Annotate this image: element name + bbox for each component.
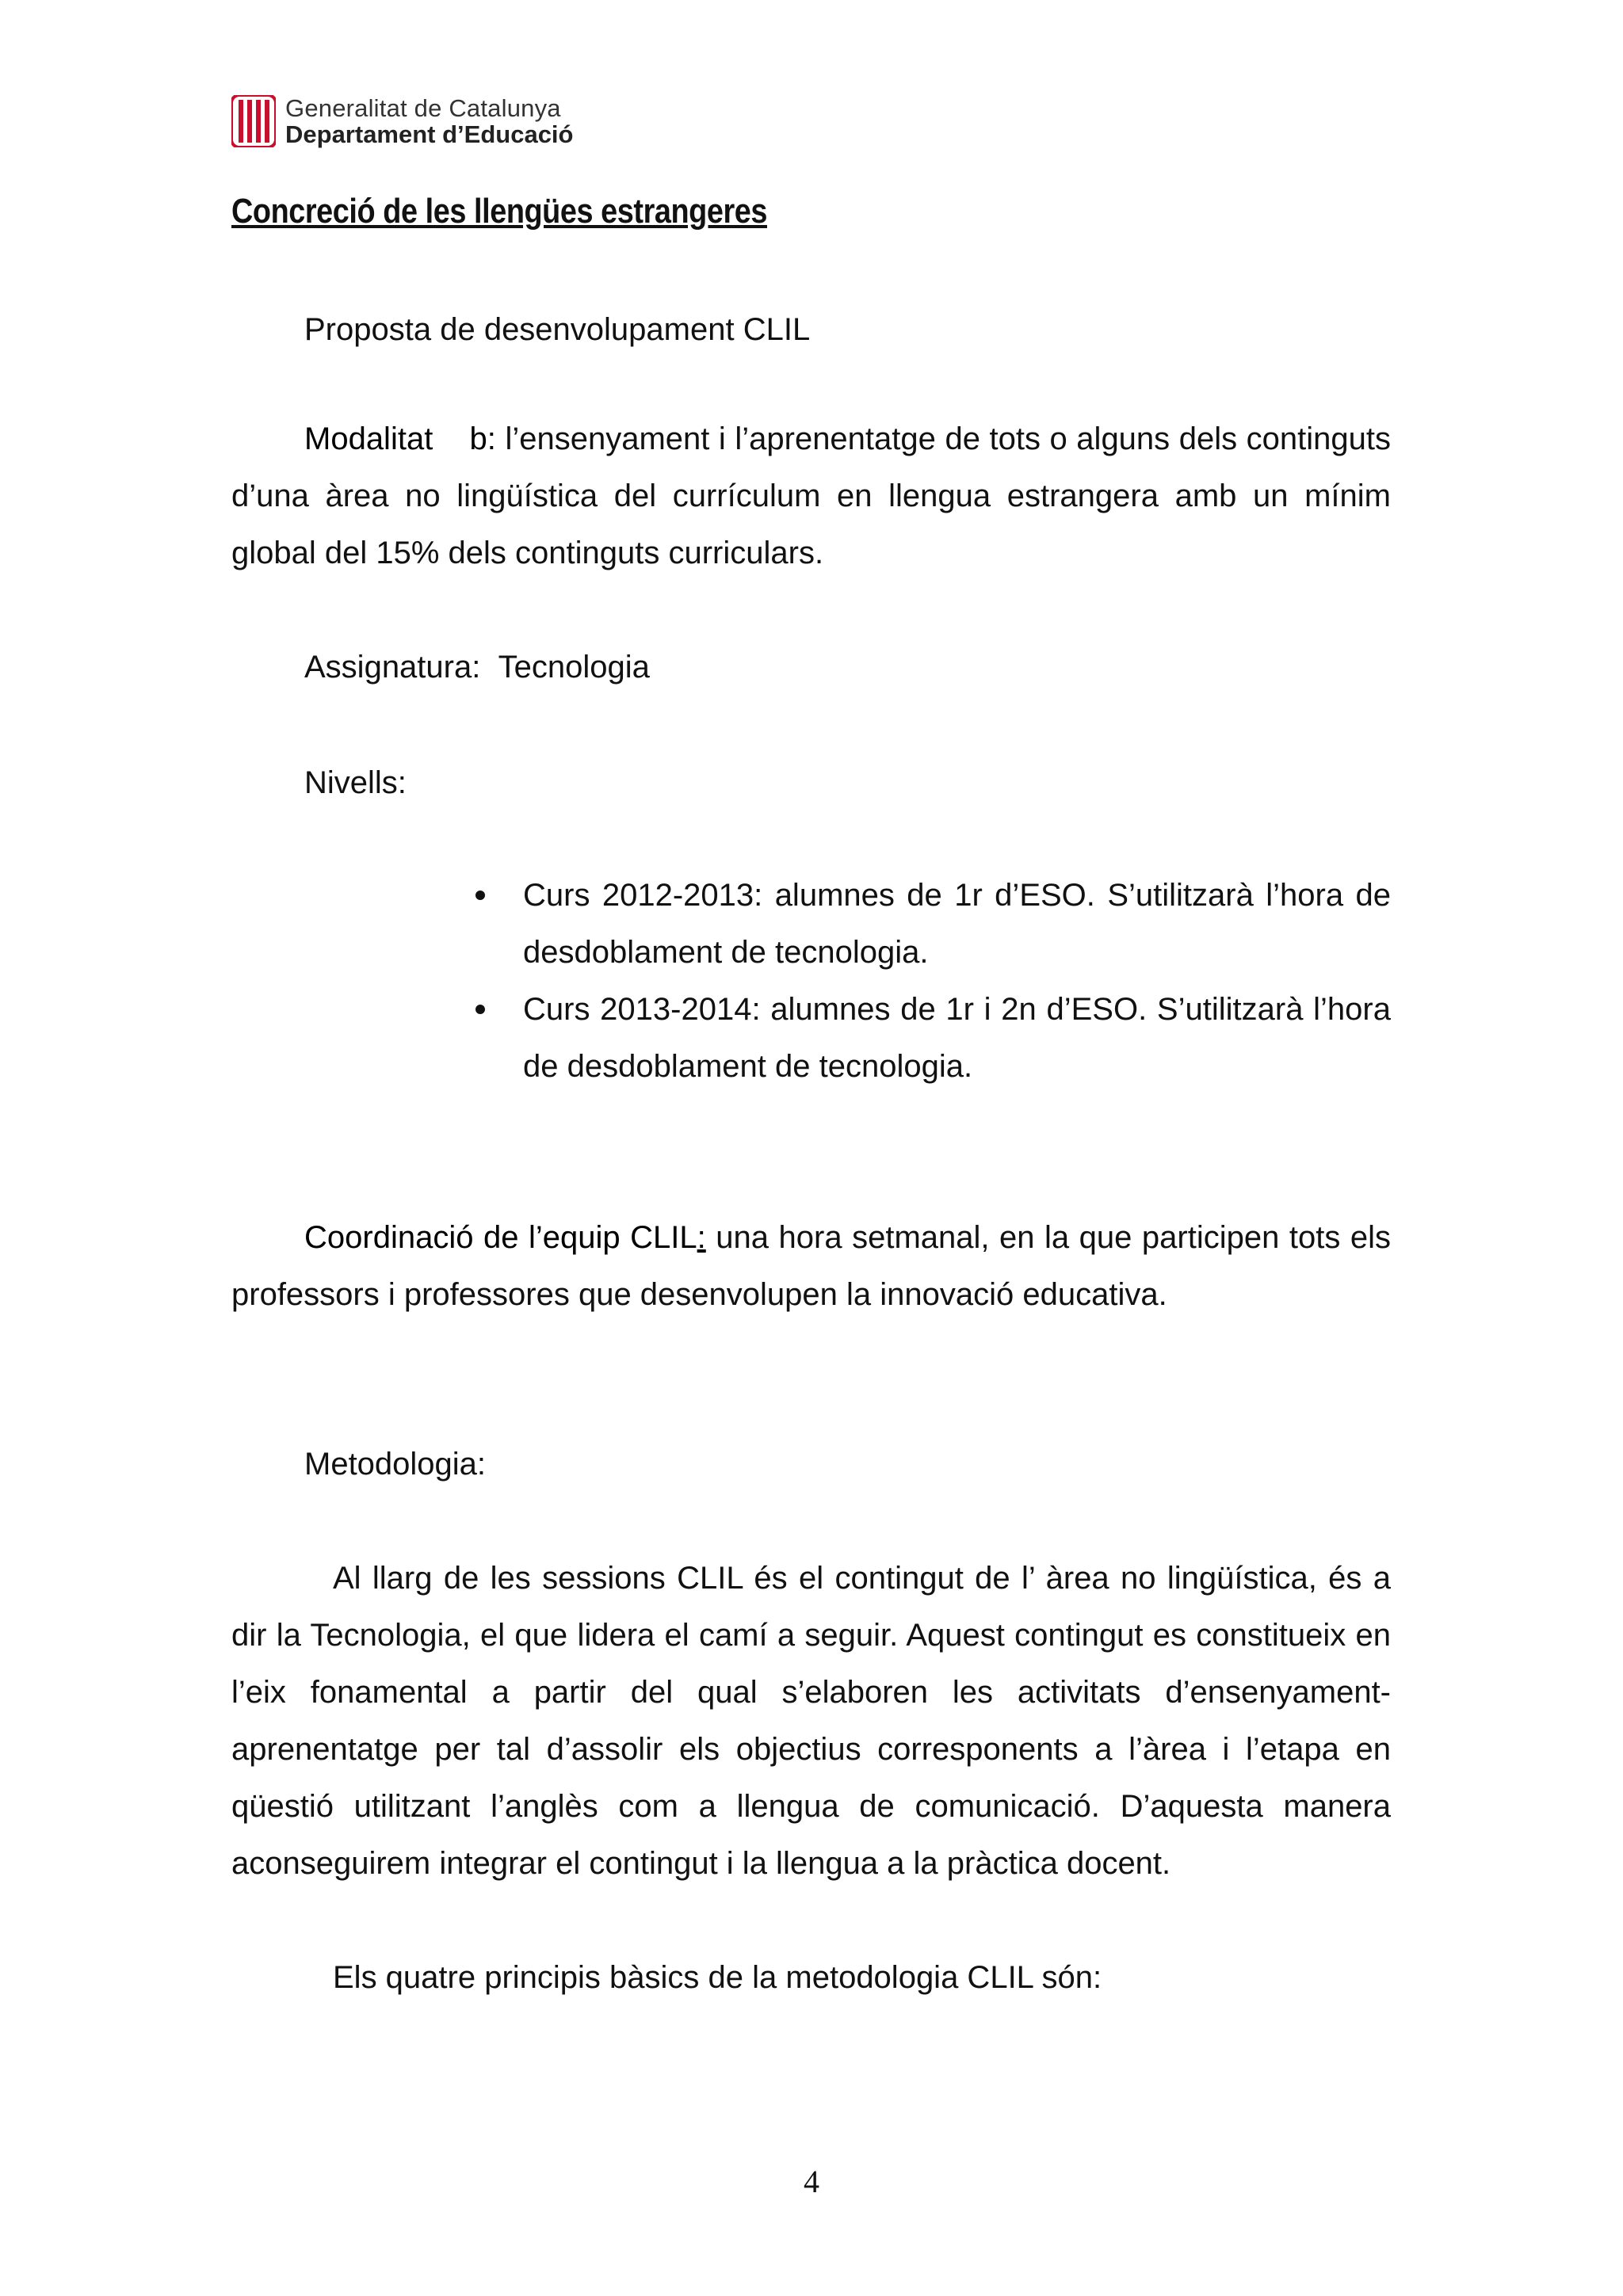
coordinacio-label: Coordinació de l’equip CLIL xyxy=(304,1220,697,1255)
modalitat-label: Modalitat xyxy=(304,421,433,456)
department-name: Departament d’Educació xyxy=(285,120,574,148)
org-name: Generalitat de Catalunya xyxy=(285,94,561,122)
catalan-flag-logo-icon xyxy=(231,95,276,147)
page-title: Concreció de les llengües estrangeres xyxy=(231,192,768,231)
modalitat-paragraph xyxy=(231,410,1391,582)
assignatura-line xyxy=(304,639,650,696)
bullet-icon xyxy=(475,1005,485,1014)
coordinacio-paragraph xyxy=(231,1209,1391,1323)
list-item: Curs 2013-2014: alumnes de 1r i 2n d’ESO. S’utilitzarà l’hora de desdoblament de tecnologia. xyxy=(475,981,1391,1095)
metodologia-heading: Metodologia: xyxy=(304,1447,487,1482)
coordinacio-colon: : xyxy=(697,1220,706,1255)
header-logo xyxy=(231,95,573,147)
nivells-heading: Nivells: xyxy=(304,765,407,800)
principles-intro: Els quatre principis bàsics de la metodologia CLIL són: xyxy=(333,1960,1102,1995)
modalitat-option: b: xyxy=(469,421,496,456)
page-number: 4 xyxy=(804,2164,819,2199)
assignatura-value: Tecnologia xyxy=(498,650,650,685)
coordinacio-text: una hora setmanal, en la que participen tots els professors i professores que desenvolupen la innovació educativa. xyxy=(231,1220,1391,1312)
assignatura-label: Assignatura: xyxy=(304,650,481,685)
proposal-heading: Proposta de desenvolupament CLIL xyxy=(304,312,811,347)
metodologia-paragraph: Al llarg de les sessions CLIL és el contingut de l’ àrea no lingüística, és a dir la Tecnologia, el que lidera el camí a seguir. Aquest contingut es constitueix en l’eix fonamental a partir del qual s’elaboren les activitats d’ensenyament-aprenentatge per tal d’assolir els objectius corresponents a l’àrea i l’etapa en qüestió utilitzant l’anglès com a llengua de comunicació. D’aquesta manera aconseguirem integrar el contingut i la llengua a la pràctica docent. xyxy=(231,1561,1391,1881)
modalitat-text: l’ensenyament i l’aprenentatge de tots o alguns dels continguts d’una àrea no lingüística del currículum en llengua estrangera amb un mínim global del 15% dels continguts curriculars. xyxy=(231,421,1391,570)
list-item: Curs 2012-2013: alumnes de 1r d’ESO. S’utilitzarà l’hora de desdoblament de tecnologia. xyxy=(475,867,1391,981)
nivells-list xyxy=(475,867,1391,1095)
bullet-icon xyxy=(475,891,485,900)
